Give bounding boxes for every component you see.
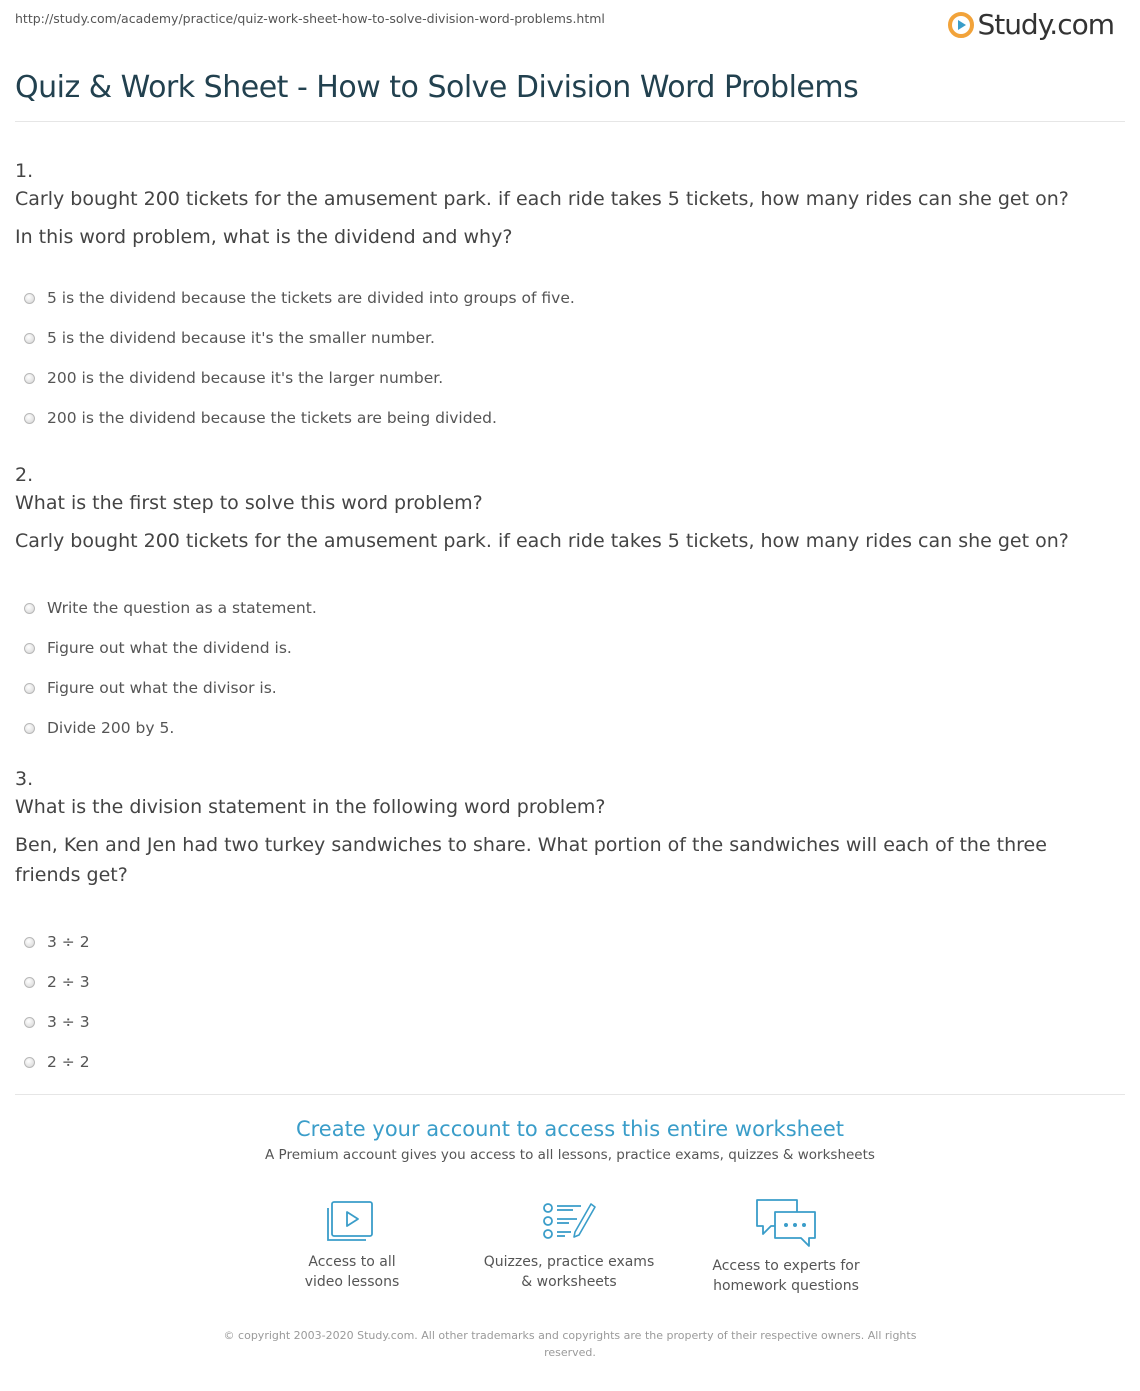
- title-divider: [15, 121, 1125, 122]
- option-label: 200 is the dividend because it's the larger number.: [47, 369, 444, 387]
- answer-option[interactable]: [15, 278, 1115, 318]
- radio-button-icon[interactable]: [24, 373, 35, 384]
- option-label: 3 ÷ 2: [47, 933, 90, 951]
- option-label: Write the question as a statement.: [47, 599, 317, 617]
- page-url: http://study.com/academy/practice/quiz-work-sheet-how-to-solve-division-word-problems.html: [15, 11, 605, 26]
- option-label: 2 ÷ 3: [47, 973, 90, 991]
- answer-option[interactable]: [15, 668, 1115, 708]
- radio-button-icon[interactable]: [24, 937, 35, 948]
- radio-button-icon[interactable]: [24, 603, 35, 614]
- question-prompt: Carly bought 200 tickets for the amusement park. if each ride takes 5 tickets, how many rides can she get on?: [15, 530, 1069, 552]
- chat-bubbles-icon: [753, 1196, 819, 1250]
- answer-option[interactable]: [15, 358, 1115, 398]
- question-prompt: Ben, Ken and Jen had two turkey sandwiches to share. What portion of the sandwiches will each of the three friends get?: [15, 834, 1047, 886]
- page-title: Quiz & Work Sheet - How to Solve Division Word Problems: [15, 70, 859, 105]
- answer-option[interactable]: [15, 708, 1115, 748]
- radio-button-icon[interactable]: [24, 413, 35, 424]
- answer-option[interactable]: [15, 318, 1115, 358]
- copyright-line: reserved.: [544, 1346, 596, 1359]
- feature-label-line: Access to experts for: [712, 1258, 860, 1274]
- option-label: Figure out what the dividend is.: [47, 639, 292, 657]
- copyright-notice: [215, 1327, 925, 1361]
- feature-label-line: Quizzes, practice exams: [483, 1254, 655, 1270]
- radio-button-icon[interactable]: [24, 1017, 35, 1028]
- question-1: [15, 158, 1115, 438]
- cta-divider: [15, 1094, 1125, 1095]
- play-logo-icon: [948, 12, 974, 38]
- answer-options: [15, 588, 1115, 748]
- radio-button-icon[interactable]: [24, 683, 35, 694]
- answer-option[interactable]: [15, 922, 1115, 962]
- feature-label-line: Access to all: [308, 1254, 396, 1270]
- question-2: [15, 462, 1115, 748]
- radio-button-icon[interactable]: [24, 1057, 35, 1068]
- feature-quizzes: [469, 1196, 669, 1292]
- answer-option[interactable]: [15, 962, 1115, 1002]
- question-text: Carly bought 200 tickets for the amusement park. if each ride takes 5 tickets, how many rides can she get on?: [15, 188, 1069, 210]
- answer-option[interactable]: [15, 628, 1115, 668]
- feature-experts: [686, 1196, 886, 1296]
- answer-option[interactable]: [15, 588, 1115, 628]
- option-label: 5 is the dividend because it's the smaller number.: [47, 329, 435, 347]
- study-logo[interactable]: [948, 8, 1114, 42]
- radio-button-icon[interactable]: [24, 293, 35, 304]
- radio-button-icon[interactable]: [24, 977, 35, 988]
- answer-option[interactable]: [15, 1042, 1115, 1082]
- copyright-line: © copyright 2003-2020 Study.com. All other trademarks and copyrights are the property of their respective owners. All rights: [223, 1329, 917, 1342]
- option-label: 5 is the dividend because the tickets are divided into groups of five.: [47, 289, 575, 307]
- cta-subtitle: A Premium account gives you access to all lessons, practice exams, quizzes & worksheets: [265, 1147, 875, 1163]
- answer-option[interactable]: [15, 398, 1115, 438]
- question-text: What is the division statement in the following word problem?: [15, 796, 606, 818]
- feature-label-line: & worksheets: [521, 1274, 617, 1290]
- video-lesson-icon: [324, 1196, 380, 1246]
- logo-text: Study.com: [977, 8, 1114, 41]
- question-3: [15, 766, 1115, 1082]
- radio-button-icon[interactable]: [24, 333, 35, 344]
- question-prompt: In this word problem, what is the dividend and why?: [15, 226, 513, 248]
- question-number: 1.: [15, 160, 34, 182]
- cta-title-link[interactable]: Create your account to access this entire worksheet: [295, 1117, 845, 1141]
- question-number: 2.: [15, 464, 34, 486]
- question-number: 3.: [15, 768, 34, 790]
- answer-options: [15, 278, 1115, 438]
- radio-button-icon[interactable]: [24, 643, 35, 654]
- feature-label-line: homework questions: [713, 1278, 859, 1294]
- answer-options: [15, 922, 1115, 1082]
- option-label: Figure out what the divisor is.: [47, 679, 277, 697]
- option-label: 3 ÷ 3: [47, 1013, 90, 1031]
- feature-label-line: video lessons: [304, 1274, 400, 1290]
- option-label: Divide 200 by 5.: [47, 719, 175, 737]
- answer-option[interactable]: [15, 1002, 1115, 1042]
- option-label: 200 is the dividend because the tickets are being divided.: [47, 409, 497, 427]
- radio-button-icon[interactable]: [24, 723, 35, 734]
- question-text: What is the first step to solve this word problem?: [15, 492, 483, 514]
- feature-video-lessons: [252, 1196, 452, 1292]
- checklist-icon: [539, 1196, 599, 1246]
- option-label: 2 ÷ 2: [47, 1053, 90, 1071]
